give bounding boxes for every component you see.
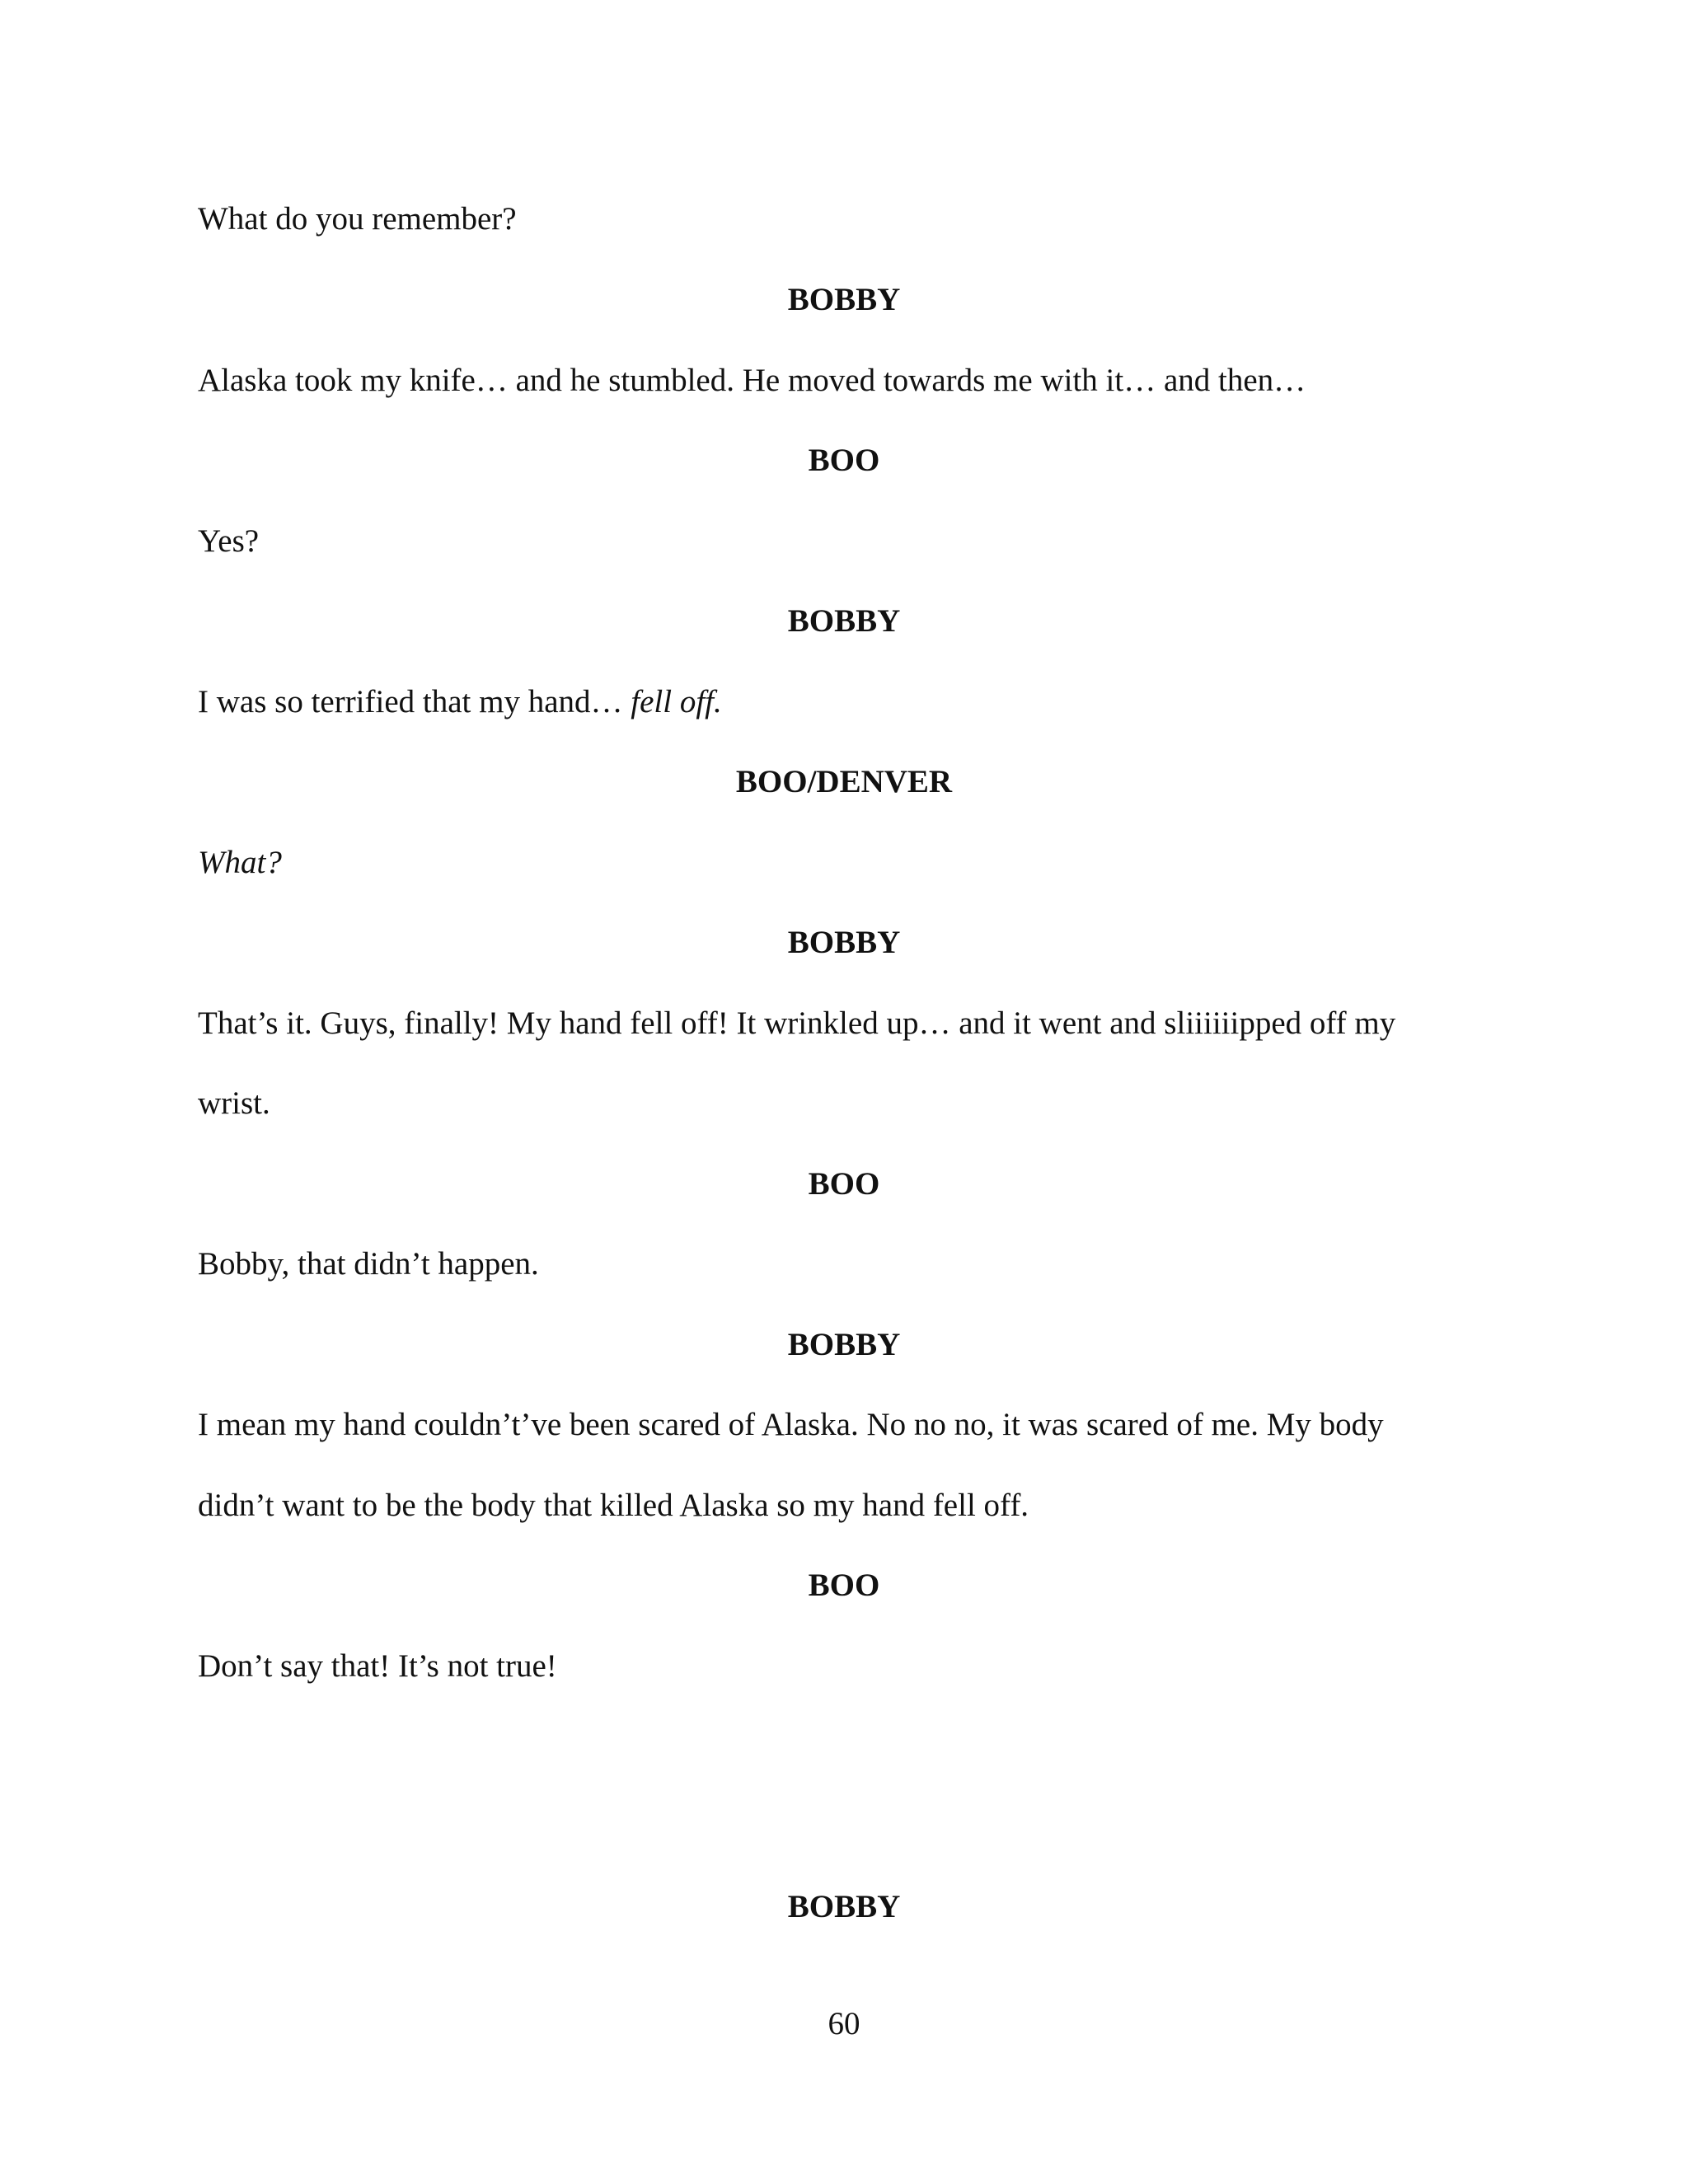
- character-name: BOO: [808, 1568, 880, 1603]
- character-name: BOBBY: [787, 282, 901, 317]
- page-number: 60: [828, 2006, 860, 2041]
- dialogue-line: [198, 682, 722, 722]
- dialogue-line: What?: [198, 845, 282, 880]
- character-name: BOO: [808, 443, 880, 478]
- dialogue-line: didn’t want to be the body that killed Alaska so my hand fell off.: [198, 1488, 1029, 1523]
- dialogue-line: Yes?: [198, 523, 260, 559]
- dialogue-line: Alaska took my knife… and he stumbled. He moved towards me with it… and then…: [198, 363, 1306, 398]
- dialogue-text: I was so terrified that my hand…: [198, 684, 631, 719]
- dialogue-line: Don’t say that! It’s not true!: [198, 1648, 557, 1684]
- dialogue-line: I mean my hand couldn’t’ve been scared of Alaska. No no no, it was scared of me. My body: [198, 1407, 1384, 1442]
- dialogue-line: That’s it. Guys, finally! My hand fell off! It wrinkled up… and it went and sliiiiiipped off my: [198, 1005, 1396, 1041]
- dialogue-emphasis: fell off.: [631, 684, 722, 719]
- dialogue-line: What do you remember?: [198, 201, 517, 237]
- character-name: BOBBY: [787, 1327, 901, 1362]
- dialogue-line: wrist.: [198, 1085, 270, 1121]
- character-name: BOBBY: [787, 925, 901, 960]
- character-name: BOO: [808, 1166, 880, 1202]
- character-name: BOBBY: [787, 603, 901, 639]
- dialogue-line: Bobby, that didn’t happen.: [198, 1246, 539, 1282]
- character-name: BOBBY: [787, 1889, 901, 1924]
- character-name: BOO/DENVER: [735, 764, 953, 799]
